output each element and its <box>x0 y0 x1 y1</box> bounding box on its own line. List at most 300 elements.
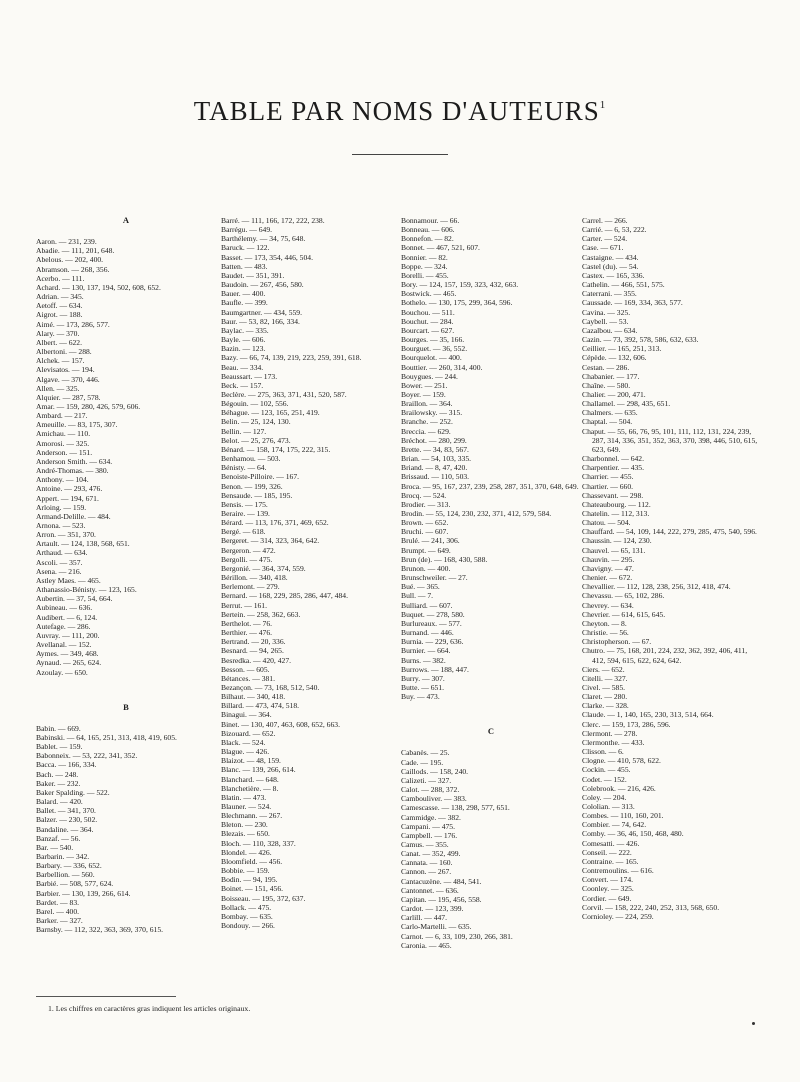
author-entry: Armand-Delille. — 484. <box>36 511 111 521</box>
author-entry: Barel. — 400. <box>36 906 80 916</box>
author-entry: Aynaud. — 265, 624. <box>36 658 102 668</box>
author-entry: Barbary. — 336, 652. <box>36 861 102 871</box>
author-entry: Bazy. — 66, 74, 139, 219, 223, 259, 391, 618. <box>221 353 362 363</box>
author-entry: Bilhaut. — 340, 418. <box>221 692 286 702</box>
author-entry: Baur. — 53, 82, 166, 334. <box>221 316 300 326</box>
author-entry: Azoulay. — 650. <box>36 667 88 677</box>
author-entry: Braillon. — 364. <box>401 399 453 409</box>
author-entry: Bodin. — 94, 195. <box>221 875 278 885</box>
author-entry: Cannon. — 267. <box>401 867 452 877</box>
author-entry: Bourguet. — 36, 552. <box>401 344 468 354</box>
author-entry: Barker. — 327. <box>36 916 83 926</box>
author-entry: Cazalbou. — 634. <box>582 325 638 335</box>
author-entry: Campani. — 475. <box>401 821 455 831</box>
author-entry: Anderson Smith. — 634. <box>36 456 113 466</box>
author-entry: Ceillier. — 165, 251, 313. <box>582 344 662 354</box>
section-letter: C <box>487 726 495 737</box>
author-entry: Basset. — 173, 354, 446, 504. <box>221 252 313 262</box>
author-entry: Aimé. — 173, 286, 577. <box>36 319 110 329</box>
author-entry: Cazin. — 73, 392, 578, 586, 632, 633. <box>582 335 699 345</box>
author-entry: Chaîne. — 580. <box>582 380 631 390</box>
index-column-4 <box>582 216 762 1006</box>
author-entry: Chevallier. — 112, 128, 238, 256, 312, 418, 474. <box>582 582 731 592</box>
section-letter: B <box>123 701 129 712</box>
author-entry: Caronia. — 465. <box>401 940 452 950</box>
author-entry: Clarke. — 328. <box>582 701 629 711</box>
author-entry: Antoine. — 293, 476. <box>36 484 103 494</box>
author-entry: Brian. — 54, 103, 335. <box>401 454 472 464</box>
author-entry: Bué. — 365. <box>401 582 440 592</box>
author-entry: Bergolli. — 475. <box>221 554 273 564</box>
author-entry: Contraine. — 165. <box>582 856 639 866</box>
author-entry: Boinet. — 151, 456. <box>221 884 284 894</box>
author-entry: Beaussart. — 173. <box>221 371 278 381</box>
author-entry: Chatou. — 504. <box>582 518 631 528</box>
author-entry: Cololian. — 313. <box>582 802 635 811</box>
section-gap <box>401 701 581 727</box>
author-entry: Adrian. — 345. <box>36 292 84 302</box>
author-entry: Bothelo. — 130, 175, 299, 364, 596. <box>401 298 513 308</box>
author-entry: Bénard. — 158, 174, 175, 222, 315. <box>221 444 331 454</box>
page-title: TABLE PAR NOMS D'AUTEURS$^1$ <box>193 96 607 126</box>
author-entry: Coonley. — 325. <box>582 884 634 894</box>
author-entry: Carter. — 524. <box>582 234 628 244</box>
author-entry: Bertrand. — 20, 336. <box>221 637 286 647</box>
author-entry: Bérard. — 113, 176, 371, 469, 652. <box>221 518 329 528</box>
author-entry: Alevisatos. — 194. <box>36 365 95 375</box>
author-entry: Carrié. — 6, 53, 222. <box>582 225 647 235</box>
author-entry: Contremoulins. — 616. <box>582 866 654 876</box>
author-entry: Bégouin. — 102, 556. <box>221 399 289 409</box>
author-entry: Cardot. — 123, 399. <box>401 904 464 914</box>
author-entry: Clisson. — 6. <box>582 747 624 757</box>
author-entry: Babonneix. — 53, 222, 341, 352. <box>36 751 138 761</box>
author-entry: Burry. — 307. <box>401 673 445 683</box>
author-entry: Bouchou. — 511. <box>401 307 455 317</box>
author-entry: Barrégu. — 649. <box>221 225 273 235</box>
author-entry: Aaron. — 231, 239. <box>36 237 97 247</box>
author-entry: Benoiste-Pilloire. — 167. <box>221 472 300 482</box>
author-entry: Artault. — 124, 138, 568, 651. <box>36 539 130 549</box>
author-entry: Bourquelot. — 400. <box>401 353 462 363</box>
author-entry: Butte. — 651. <box>401 682 445 692</box>
author-entry: Barbarin. — 342. <box>36 852 90 861</box>
author-entry: Chutro. — 75, 168, 201, 224, 232, 362, 392, 406, 411, 412, 594, 615, 622, 624, 642. <box>582 646 748 665</box>
author-entry: Bandaline. — 364. <box>36 824 94 834</box>
author-entry: Bouttier. — 260, 314, 400. <box>401 362 483 372</box>
author-entry: Brocq. — 524. <box>401 490 447 500</box>
author-entry: Claret. — 280. <box>582 692 628 702</box>
author-entry: Bloch. — 110, 328, 337. <box>221 838 296 848</box>
author-entry: Bensaude. — 185, 195. <box>221 490 293 500</box>
author-entry: Aymes. — 349, 468. <box>36 649 99 659</box>
author-entry: Capitan. — 195, 456, 558. <box>401 894 482 904</box>
author-entry: Benon. — 199, 326. <box>221 481 283 491</box>
author-entry: Branche. — 252. <box>401 417 453 427</box>
author-entry: Berthier. — 476. <box>221 628 273 638</box>
author-entry: Brunschweiler. — 27. <box>401 573 468 583</box>
author-entry: Berrut. — 161. <box>221 600 267 610</box>
author-entry: Algave. — 370, 446. <box>36 374 100 384</box>
author-entry: Anthony. — 104. <box>36 475 89 485</box>
author-entry: Caybell. — 53. <box>582 316 629 326</box>
author-entry: Brodier. — 313. <box>401 499 451 509</box>
author-entry: Chauvin. — 295. <box>582 554 635 564</box>
author-entry: Beck. — 157. <box>221 380 264 390</box>
author-entry: Barnsby. — 112, 322, 363, 369, 370, 615. <box>36 925 164 935</box>
author-entry: Burnia. — 229, 636. <box>401 637 464 647</box>
author-entry: Baruck. — 122. <box>221 243 270 253</box>
author-entry: Auvray. — 111, 200. <box>36 630 100 640</box>
author-entry: Astley Maes. — 465. <box>36 575 101 585</box>
author-entry: Breccia. — 629. <box>401 426 451 436</box>
author-entry: Bellin. — 127. <box>221 426 267 436</box>
author-entry: Arthaud. — 634. <box>36 548 88 558</box>
author-entry: Bazin. — 123. <box>221 344 266 354</box>
author-entry: Arnona. — 523. <box>36 521 86 530</box>
author-entry: Audibert. — 6, 124. <box>36 612 98 622</box>
author-entry: Bergeron. — 472. <box>221 545 276 555</box>
author-entry: Bezançon. — 73, 168, 512, 540. <box>221 682 320 692</box>
author-entry: Besnard. — 94, 265. <box>221 646 284 656</box>
author-entry: Caillods. — 158, 240. <box>401 766 469 776</box>
author-entry: Convert. — 174. <box>582 875 634 885</box>
author-entry: Chassevant. — 298. <box>582 490 644 500</box>
author-entry: Caussade. — 169, 334, 363, 577. <box>582 298 683 308</box>
author-entry: Buy. — 473. <box>401 692 440 702</box>
author-entry: Bloomfield. — 456. <box>221 856 283 866</box>
author-entry: Albert. — 622. <box>36 337 82 347</box>
author-entry: Conseil. — 222. <box>582 847 632 857</box>
author-entry: Beau. — 334. <box>221 362 264 372</box>
author-entry: Chateaubourg. — 112. <box>582 499 651 509</box>
author-entry: Bensis. — 175. <box>221 499 268 509</box>
author-entry: Chatelin. — 112, 313. <box>582 509 650 518</box>
author-entry: Cordier. — 649. <box>582 893 632 903</box>
author-entry: Burnand. — 446. <box>401 628 454 638</box>
author-entry: Cornioley. — 224, 259. <box>582 911 654 921</box>
author-entry: Bar. — 540. <box>36 842 74 852</box>
author-entry: Brulé. — 241, 306. <box>401 536 460 546</box>
author-entry: Chenier. — 672. <box>582 573 633 583</box>
author-entry: Aigrot. — 188. <box>36 310 83 320</box>
author-entry: Arron. — 351, 370. <box>36 530 96 540</box>
author-entry: Charpentier. — 435. <box>582 463 645 473</box>
author-entry: Barré. — 111, 166, 172, 222, 238. <box>221 216 325 225</box>
author-entry: Bizouard. — 652. <box>221 728 276 738</box>
author-entry: Chalmers. — 635. <box>582 408 638 418</box>
author-entry: Billard. — 473, 474, 518. <box>221 701 300 711</box>
author-entry: Bower. — 251. <box>401 380 448 390</box>
author-entry: Boppe. — 324. <box>401 261 448 271</box>
author-entry: Abelous. — 202, 400. <box>36 255 104 265</box>
author-entry: Ambard. — 217. <box>36 411 88 421</box>
author-entry: Briand. — 8, 47, 420. <box>401 463 468 473</box>
author-entry: Bablet. — 159. <box>36 742 83 752</box>
author-entry: Citelli. — 327. <box>582 673 628 683</box>
author-entry: Asena. — 216. <box>36 566 82 576</box>
author-entry: Boisseau. — 195, 372, 637. <box>221 893 306 903</box>
author-entry: Brown. — 652. <box>401 518 449 528</box>
author-entry: Cannata. — 160. <box>401 858 453 868</box>
author-entry: Bostwick. — 465. <box>401 289 457 299</box>
author-entry: Alary. — 370. <box>36 328 80 338</box>
author-entry: Carlo-Martelli. — 635. <box>401 922 472 932</box>
author-entry: Appert. — 194, 671. <box>36 493 99 503</box>
author-entry: Blanchetière. — 8. <box>221 783 279 793</box>
author-entry: Alchek. — 157. <box>36 356 85 366</box>
author-entry: Christopherson. — 67. <box>582 637 652 647</box>
author-entry: Binet. — 130, 407, 463, 608, 652, 663. <box>221 719 340 729</box>
author-entry: Besson. — 605. <box>221 664 270 674</box>
author-entry: Christie. — 56. <box>582 628 629 638</box>
print-mark <box>752 1022 755 1025</box>
author-entry: Babinski. — 64, 165, 251, 313, 418, 419, 605. <box>36 732 177 742</box>
author-entry: Cockin. — 455. <box>582 765 631 775</box>
author-entry: Bobbie. — 159. <box>221 866 270 876</box>
author-entry: Bouchut. — 284. <box>401 316 454 326</box>
author-entry: Binagui. — 364. <box>221 710 272 720</box>
author-entry: Barbier. — 130, 139, 266, 614. <box>36 888 131 898</box>
author-entry: Brodin. — 55, 124, 230, 232, 371, 412, 579, 584. <box>401 509 552 518</box>
author-entry: Bleton. — 230. <box>221 820 268 830</box>
author-entry: Bergonié. — 364, 374, 559. <box>221 563 306 573</box>
author-entry: Brissaud. — 110, 503. <box>401 472 470 482</box>
author-entry: Benhamou. — 503. <box>221 454 281 464</box>
author-entry: Cathelin. — 466, 551, 575. <box>582 280 665 290</box>
author-entry: Beraire. — 139. <box>221 509 270 518</box>
author-entry: Baker Spalding. — 522. <box>36 787 110 797</box>
author-entry: Brun (de). — 168, 430, 588. <box>401 554 488 564</box>
author-entry: Campbell. — 176. <box>401 830 458 840</box>
author-entry: Achard. — 130, 137, 194, 502, 608, 652. <box>36 282 161 292</box>
author-entry: Baufle. — 399. <box>221 298 268 308</box>
footnote-rule <box>36 996 176 997</box>
author-entry: Bonnier. — 82. <box>401 252 448 262</box>
author-entry: Abramson. — 268, 356. <box>36 264 110 274</box>
author-entry: Chevrey. — 634. <box>582 600 634 610</box>
author-entry: Belin. — 25, 124, 130. <box>221 417 291 427</box>
author-entry: Baker. — 232. <box>36 778 81 788</box>
author-entry: Blaizot. — 48, 159. <box>221 756 281 766</box>
author-entry: Caterrani. — 355. <box>582 289 637 299</box>
author-entry: Clogne. — 410, 578, 622. <box>582 756 661 766</box>
author-entry: Combier. — 74, 642. <box>582 820 647 830</box>
author-entry: Cavina. — 325. <box>582 307 631 317</box>
author-entry: Bardet. — 83. <box>36 897 80 907</box>
author-entry: Cépède. — 132, 606. <box>582 353 647 363</box>
title-footnote-marker: 1 <box>599 99 607 111</box>
author-entry: Combes. — 110, 160, 201. <box>582 811 664 821</box>
author-entry: Calizeti. — 327. <box>401 775 452 785</box>
author-entry: Avellanal. — 152. <box>36 640 92 650</box>
author-entry: Berlemont. — 279. <box>221 582 280 592</box>
author-entry: Civel. — 585. <box>582 682 626 692</box>
author-entry: Brailowsky. — 315. <box>401 408 463 418</box>
author-entry: Carrel. — 266. <box>582 216 628 225</box>
author-entry: Cheyton. — 8. <box>582 618 627 628</box>
author-entry: Bulliard. — 607. <box>401 600 453 610</box>
author-entry: Bérillon. — 340, 418. <box>221 573 288 583</box>
author-entry: Amorosi. — 325. <box>36 438 90 448</box>
index-column-1 <box>36 216 216 1006</box>
author-entry: Colebrook. — 216, 426. <box>582 783 656 793</box>
author-entry: Chaussin. — 124, 230. <box>582 536 652 546</box>
author-entry: Bénisty. — 64. <box>221 463 267 473</box>
author-entry: Castel (du). — 54. <box>582 261 639 271</box>
author-entry: Corvil. — 158, 222, 240, 252, 313, 568, 650. <box>582 902 720 912</box>
author-entry: Blanchard. — 648. <box>221 774 279 784</box>
author-entry: Castex. — 165, 336. <box>582 270 645 280</box>
author-entry: Cantacuzène. — 484, 541. <box>401 876 482 886</box>
author-entry: Burnier. — 664. <box>401 646 451 656</box>
author-entry: Borelli. — 455. <box>401 270 449 280</box>
author-entry: Cabanès. — 25. <box>401 748 450 758</box>
author-entry: Chauvel. — 65, 131. <box>582 545 646 555</box>
author-entry: Bétances. — 381. <box>221 673 275 683</box>
author-entry: Baylac. — 335. <box>221 325 269 335</box>
author-entry: Bondouy. — 266. <box>221 921 275 931</box>
author-entry: Blezais. — 650. <box>221 829 270 839</box>
author-entry: Beclère. — 275, 363, 371, 431, 520, 587. <box>221 389 347 399</box>
section-letter: A <box>122 216 130 225</box>
author-entry: Blatin. — 473. <box>221 792 267 802</box>
author-entry: Aetoff. — 634. <box>36 301 83 311</box>
author-entry: Challamel. — 298, 435, 651. <box>582 399 671 409</box>
author-entry: Banzaf. — 56. <box>36 833 81 843</box>
author-entry: Acerbo. — 111. <box>36 273 85 283</box>
author-entry: Ascoli. — 357. <box>36 557 83 567</box>
author-entry: Ciers. — 652. <box>582 664 625 674</box>
author-entry: Besredka. — 420, 427. <box>221 655 292 665</box>
author-entry: Bonnet. — 467, 521, 607. <box>401 243 480 253</box>
author-entry: Chavigny. — 47. <box>582 563 634 573</box>
author-entry: Bach. — 248. <box>36 769 79 779</box>
author-entry: Athanassio-Bénisty. — 123, 165. <box>36 585 137 595</box>
author-entry: Bergé. — 618. <box>221 527 266 537</box>
author-entry: Bombay. — 635. <box>221 911 273 921</box>
author-entry: Aubertin. — 37, 54, 664. <box>36 594 113 604</box>
index-columns <box>36 216 772 1006</box>
author-entry: Clermont. — 278. <box>582 728 638 738</box>
author-entry: Charbonnel. — 642. <box>582 454 645 464</box>
author-entry: Calot. — 288, 372. <box>401 785 460 795</box>
author-entry: Babin. — 669. <box>36 723 81 733</box>
author-entry: Camescasse. — 138, 298, 577, 651. <box>401 803 510 813</box>
author-entry: Abadie. — 111, 201, 648. <box>36 246 115 256</box>
author-entry: Carnot. — 6, 33, 109, 230, 266, 381. <box>401 931 513 941</box>
author-entry: Blondel. — 426. <box>221 847 272 857</box>
author-entry: Buquet. — 278, 580. <box>401 609 465 619</box>
author-entry: Baudoin. — 267, 456, 580. <box>221 280 304 290</box>
author-entry: André-Thomas. — 380. <box>36 466 109 476</box>
author-entry: Canat. — 352, 499. <box>401 849 461 859</box>
author-entry: Coley. — 204. <box>582 792 627 802</box>
author-entry: Baudet. — 351, 391. <box>221 270 285 280</box>
author-entry: Clermonthe. — 433. <box>582 737 645 747</box>
author-entry: Comesatti. — 426. <box>582 838 640 848</box>
author-entry: Belot. — 25, 276, 473. <box>221 435 291 445</box>
author-entry: Chabanier. — 177. <box>582 371 640 381</box>
author-entry: Barbellion. — 560. <box>36 870 95 880</box>
author-entry: Bertein. — 258, 362, 663. <box>221 609 301 619</box>
author-entry: Comby. — 36, 46, 150, 468, 480. <box>582 829 684 839</box>
author-entry: Allen. — 325. <box>36 383 80 393</box>
author-entry: Chalier. — 200, 471. <box>582 389 646 399</box>
author-entry: Bory. — 124, 157, 159, 323, 432, 663. <box>401 280 519 290</box>
author-entry: Bull. — 7. <box>401 591 434 601</box>
author-entry: Boyer. — 159. <box>401 389 446 399</box>
author-entry: Brumpt. — 649. <box>401 545 451 555</box>
author-entry: Cammidge. — 382. <box>401 812 461 822</box>
author-entry: Brette. — 34, 83, 567. <box>401 444 469 454</box>
author-entry: Alquier. — 287, 578. <box>36 392 101 402</box>
author-entry: Brunon. — 400. <box>401 563 451 573</box>
author-entry: Chaptal. — 504. <box>582 417 633 427</box>
author-entry: Chaput. — 55, 66, 76, 95, 101, 111, 112, 131, 224, 239, 287, 314, 336, 351, 352, 363, 370, 398, 446, 510, 615, 623, 649. <box>582 426 758 454</box>
author-entry: Ballet. — 341, 370. <box>36 806 96 816</box>
author-entry: Arloing. — 159. <box>36 502 87 512</box>
author-entry: Bourges. — 35, 166. <box>401 335 465 345</box>
author-entry: Codet. — 152. <box>582 774 627 784</box>
author-entry: Clerc. — 159, 173, 286, 596. <box>582 719 671 729</box>
author-entry: Cestan. — 286. <box>582 362 630 372</box>
footnote: 1. Les chiffres en caractères gras indiquent les articles originaux. <box>48 1004 251 1013</box>
author-entry: Chauffard. — 54, 109, 144, 222, 279, 285, 475, 540, 596. <box>582 527 757 537</box>
author-entry: Bonnefon. — 82. <box>401 234 454 244</box>
author-entry: Balard. — 420. <box>36 797 83 807</box>
author-entry: Castaigne. — 434. <box>582 252 639 262</box>
author-entry: Bruchi. — 607. <box>401 527 449 537</box>
author-entry: Aubineau. — 636. <box>36 603 93 613</box>
author-entry: Carlill. — 447. <box>401 913 447 923</box>
author-entry: Case. — 671. <box>582 243 624 253</box>
author-entry: Burlureaux. — 577. <box>401 618 462 628</box>
author-entry: Claude. — 1, 140, 165, 230, 313, 514, 664. <box>582 710 714 720</box>
author-entry: Autefage. — 286. <box>36 621 91 631</box>
author-entry: Bouygues. — 244. <box>401 371 458 381</box>
author-entry: Cantonnet. — 636. <box>401 885 459 895</box>
author-entry: Burns. — 382. <box>401 655 446 665</box>
author-entry: Bourcart. — 627. <box>401 325 455 335</box>
section-gap <box>36 677 216 703</box>
author-entry: Blauner. — 524. <box>221 802 272 811</box>
author-entry: Charrier. — 455. <box>582 472 634 482</box>
author-entry: Baumgartner. — 434, 559. <box>221 307 302 317</box>
author-entry: Barthélemy. — 34, 75, 648. <box>221 234 306 244</box>
author-entry: Cade. — 195. <box>401 757 444 767</box>
author-entry: Bollack. — 475. <box>221 902 272 912</box>
author-entry: Camus. — 355. <box>401 840 449 849</box>
author-entry: Ameuille. — 83, 175, 307. <box>36 420 118 430</box>
author-entry: Bonnamour. — 66. <box>401 216 460 225</box>
author-entry: Amar. — 159, 280, 426, 579, 606. <box>36 401 141 411</box>
author-entry: Bergeret. — 314, 323, 364, 642. <box>221 536 320 546</box>
author-entry: Chevrier. — 614, 615, 645. <box>582 609 666 619</box>
author-entry: Balzer. — 230, 502. <box>36 815 98 825</box>
author-entry: Bacca. — 166, 334. <box>36 760 97 770</box>
author-entry: Chevassu. — 65, 102, 286. <box>582 591 665 601</box>
author-entry: Blechmann. — 267. <box>221 811 283 821</box>
author-entry: Cambouliver. — 383. <box>401 794 467 804</box>
author-entry: Black. — 524. <box>221 737 266 747</box>
author-entry: Berthelot. — 76. <box>221 618 273 628</box>
author-entry: Barbié. — 508, 577, 624. <box>36 879 114 889</box>
author-entry: Bréchot. — 280, 299. <box>401 435 467 445</box>
author-entry: Béhague. — 123, 165, 251, 419. <box>221 408 320 418</box>
author-entry: Blanc. — 139, 266, 614. <box>221 765 296 775</box>
index-column-3 <box>401 216 581 1006</box>
